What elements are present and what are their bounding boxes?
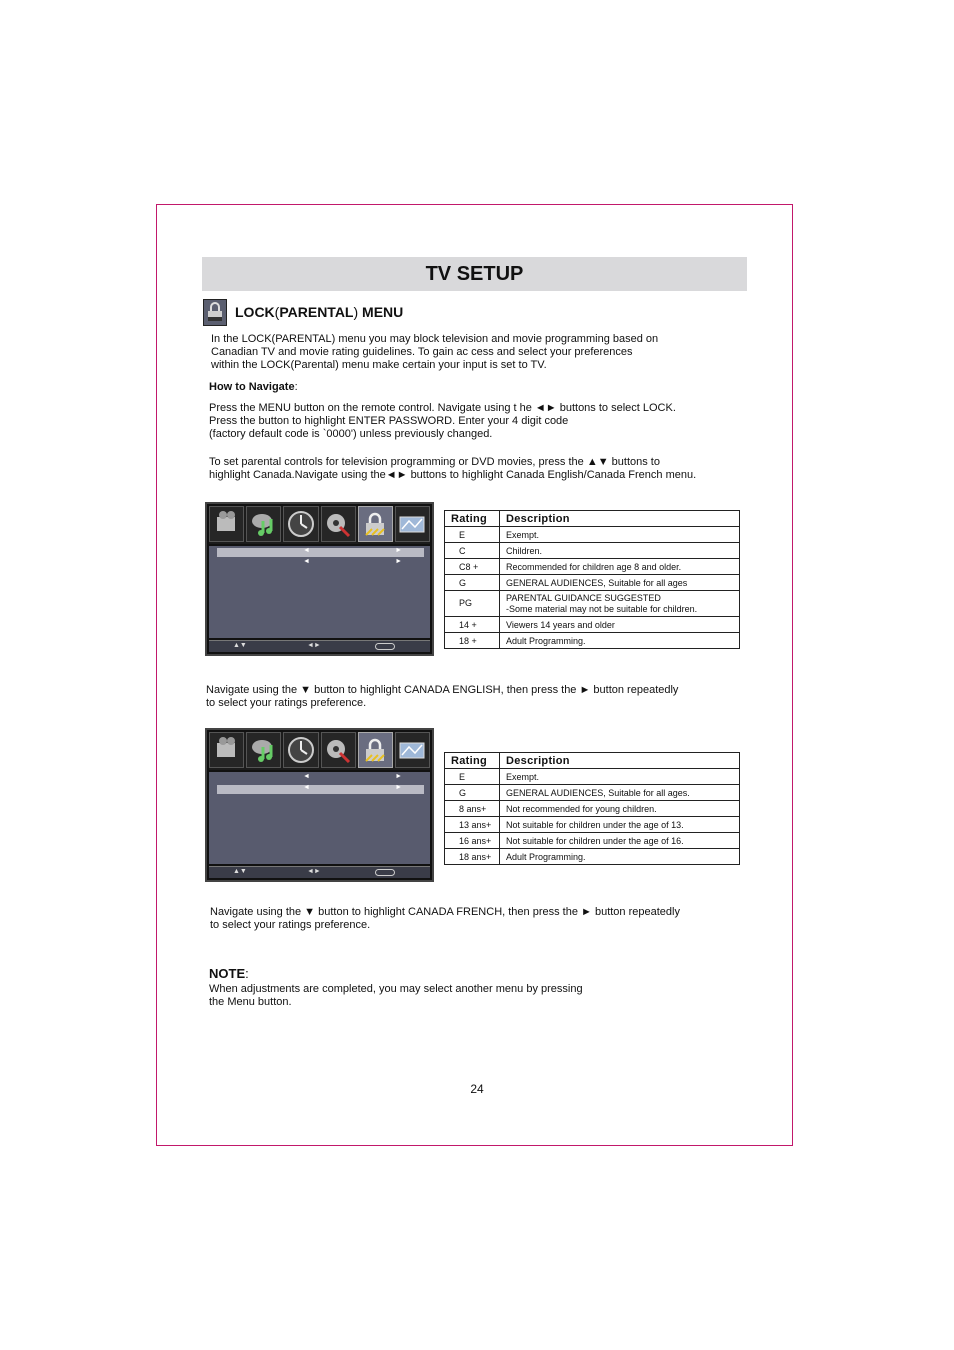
description-line: -Some material may not be suitable for children. [506,603,698,614]
table-row [445,833,740,849]
table-row [445,785,740,801]
rating-cell: C8 + [445,559,500,575]
table-row [445,817,740,833]
table-header-row [445,753,740,769]
menu-row [217,559,424,568]
page-number: 24 [470,1082,484,1096]
description-cell: Adult Programming. [500,633,740,649]
english-paragraph: Navigate using the ▼ button to highlight CANADA ENGLISH, then press the ► button repeatedly to select your ratings preference. [206,684,679,709]
menu-panel [209,772,430,864]
menu-footer [209,640,430,652]
intro-paragraph: In the LOCK(PARENTAL) menu you may block television and movie programming based on Canadian TV and movie rating guidelines. To gain ac cess and select your preferences within the LOCK(Parental) menu make certain your input is set to TV. [211,333,659,371]
description-header: Description [500,511,740,527]
exit-button-icon [375,643,395,650]
exit-button-icon [375,869,395,876]
header-bar [202,257,747,291]
rating-cell: G [445,575,500,591]
rating-header: Rating [445,511,500,527]
table-row [445,591,740,617]
menu-row [217,774,424,783]
rating-cell: E [445,769,500,785]
description-cell: Not suitable for children under the age of 13. [500,817,740,833]
description-cell: Adult Programming. [500,849,740,865]
left-arrow-icon: ◄ [303,547,310,554]
tv-menu-screenshot [205,502,434,656]
setup-icon [321,506,356,542]
section-title: LOCK(PARENTAL) MENU [235,304,404,320]
table-row [445,559,740,575]
left-arrow-icon: ◄ [303,773,310,780]
table-row [445,575,740,591]
picture-icon [209,506,244,542]
table-row [445,849,740,865]
left-arrow-icon: ◄ [303,784,310,791]
menu-footer [209,866,430,878]
lock-menu-icon [358,506,393,542]
note-heading: NOTE: [209,966,249,981]
sound-icon [246,732,281,768]
description-cell: Recommended for children age 8 and older. [500,559,740,575]
table-row [445,633,740,649]
rating-header: Rating [445,753,500,769]
rating-cell: PG [445,591,500,617]
description-cell: Viewers 14 years and older [500,617,740,633]
description-header: Description [500,753,740,769]
rating-cell: 13 ans+ [445,817,500,833]
description-cell: Exempt. [500,769,740,785]
sound-icon [246,506,281,542]
right-arrow-icon: ► [395,547,402,554]
left-arrow-icon: ◄ [303,558,310,565]
right-arrow-icon: ► [395,773,402,780]
channel-icon [395,732,430,768]
menu-icon-row [209,732,430,770]
rating-cell: E [445,527,500,543]
table-row [445,801,740,817]
description-cell: Exempt. [500,527,740,543]
rating-cell: 16 ans+ [445,833,500,849]
right-arrow-icon: ► [395,558,402,565]
time-icon [283,506,318,542]
note-paragraph: When adjustments are completed, you may select another menu by pressing the Menu button. [209,983,583,1008]
right-arrow-icon: ► [395,784,402,791]
table-row [445,543,740,559]
table-row [445,527,740,543]
table-row [445,769,740,785]
canada-french-rating-table [444,752,740,865]
description-line: PARENTAL GUIDANCE SUGGESTED [506,592,661,603]
description-cell: Children. [500,543,740,559]
time-icon [283,732,318,768]
lock-menu-icon [358,732,393,768]
menu-panel [209,546,430,638]
menu-row-highlighted [217,548,424,557]
description-cell: Not suitable for children under the age of 16. [500,833,740,849]
left-right-icon: ◄► [307,642,321,649]
tv-menu-screenshot [205,728,434,882]
rating-cell: 18 + [445,633,500,649]
rating-cell: 8 ans+ [445,801,500,817]
channel-icon [395,506,430,542]
rating-cell: C [445,543,500,559]
description-cell [500,591,740,617]
setup-icon [321,732,356,768]
table-row [445,617,740,633]
up-down-icon: ▲▼ [233,642,247,649]
french-paragraph: Navigate using the ▼ button to highlight CANADA FRENCH, then press the ► button repeatedly to select your ratings preference. [210,906,680,931]
left-right-icon: ◄► [307,868,321,875]
menu-icon-row [209,506,430,544]
up-down-icon: ▲▼ [233,868,247,875]
description-cell: Not recommended for young children. [500,801,740,817]
menu-row-highlighted [217,785,424,794]
picture-icon [209,732,244,768]
how-to-navigate-heading: How to Navigate: [209,381,298,393]
rating-cell: 14 + [445,617,500,633]
description-cell: GENERAL AUDIENCES, Suitable for all ages [500,575,740,591]
parental-paragraph: To set parental controls for television programming or DVD movies, press the ▲▼ buttons to highlight Canada.Navigate using the◄► buttons to highlight Canada English/Canada French menu. [209,456,697,481]
rating-cell: 18 ans+ [445,849,500,865]
description-cell: GENERAL AUDIENCES, Suitable for all ages. [500,785,740,801]
canada-english-rating-table [444,510,740,649]
rating-cell: G [445,785,500,801]
lock-icon [203,299,227,326]
page-title: TV SETUP [425,263,524,285]
table-header-row [445,511,740,527]
navigate-paragraph: Press the MENU button on the remote control. Navigate using t he ◄► buttons to select LOCK. Press the button to highlight ENTER PASSWORD. Enter your 4 digit code (factory default code is `0000') unless previously changed. [209,402,676,440]
